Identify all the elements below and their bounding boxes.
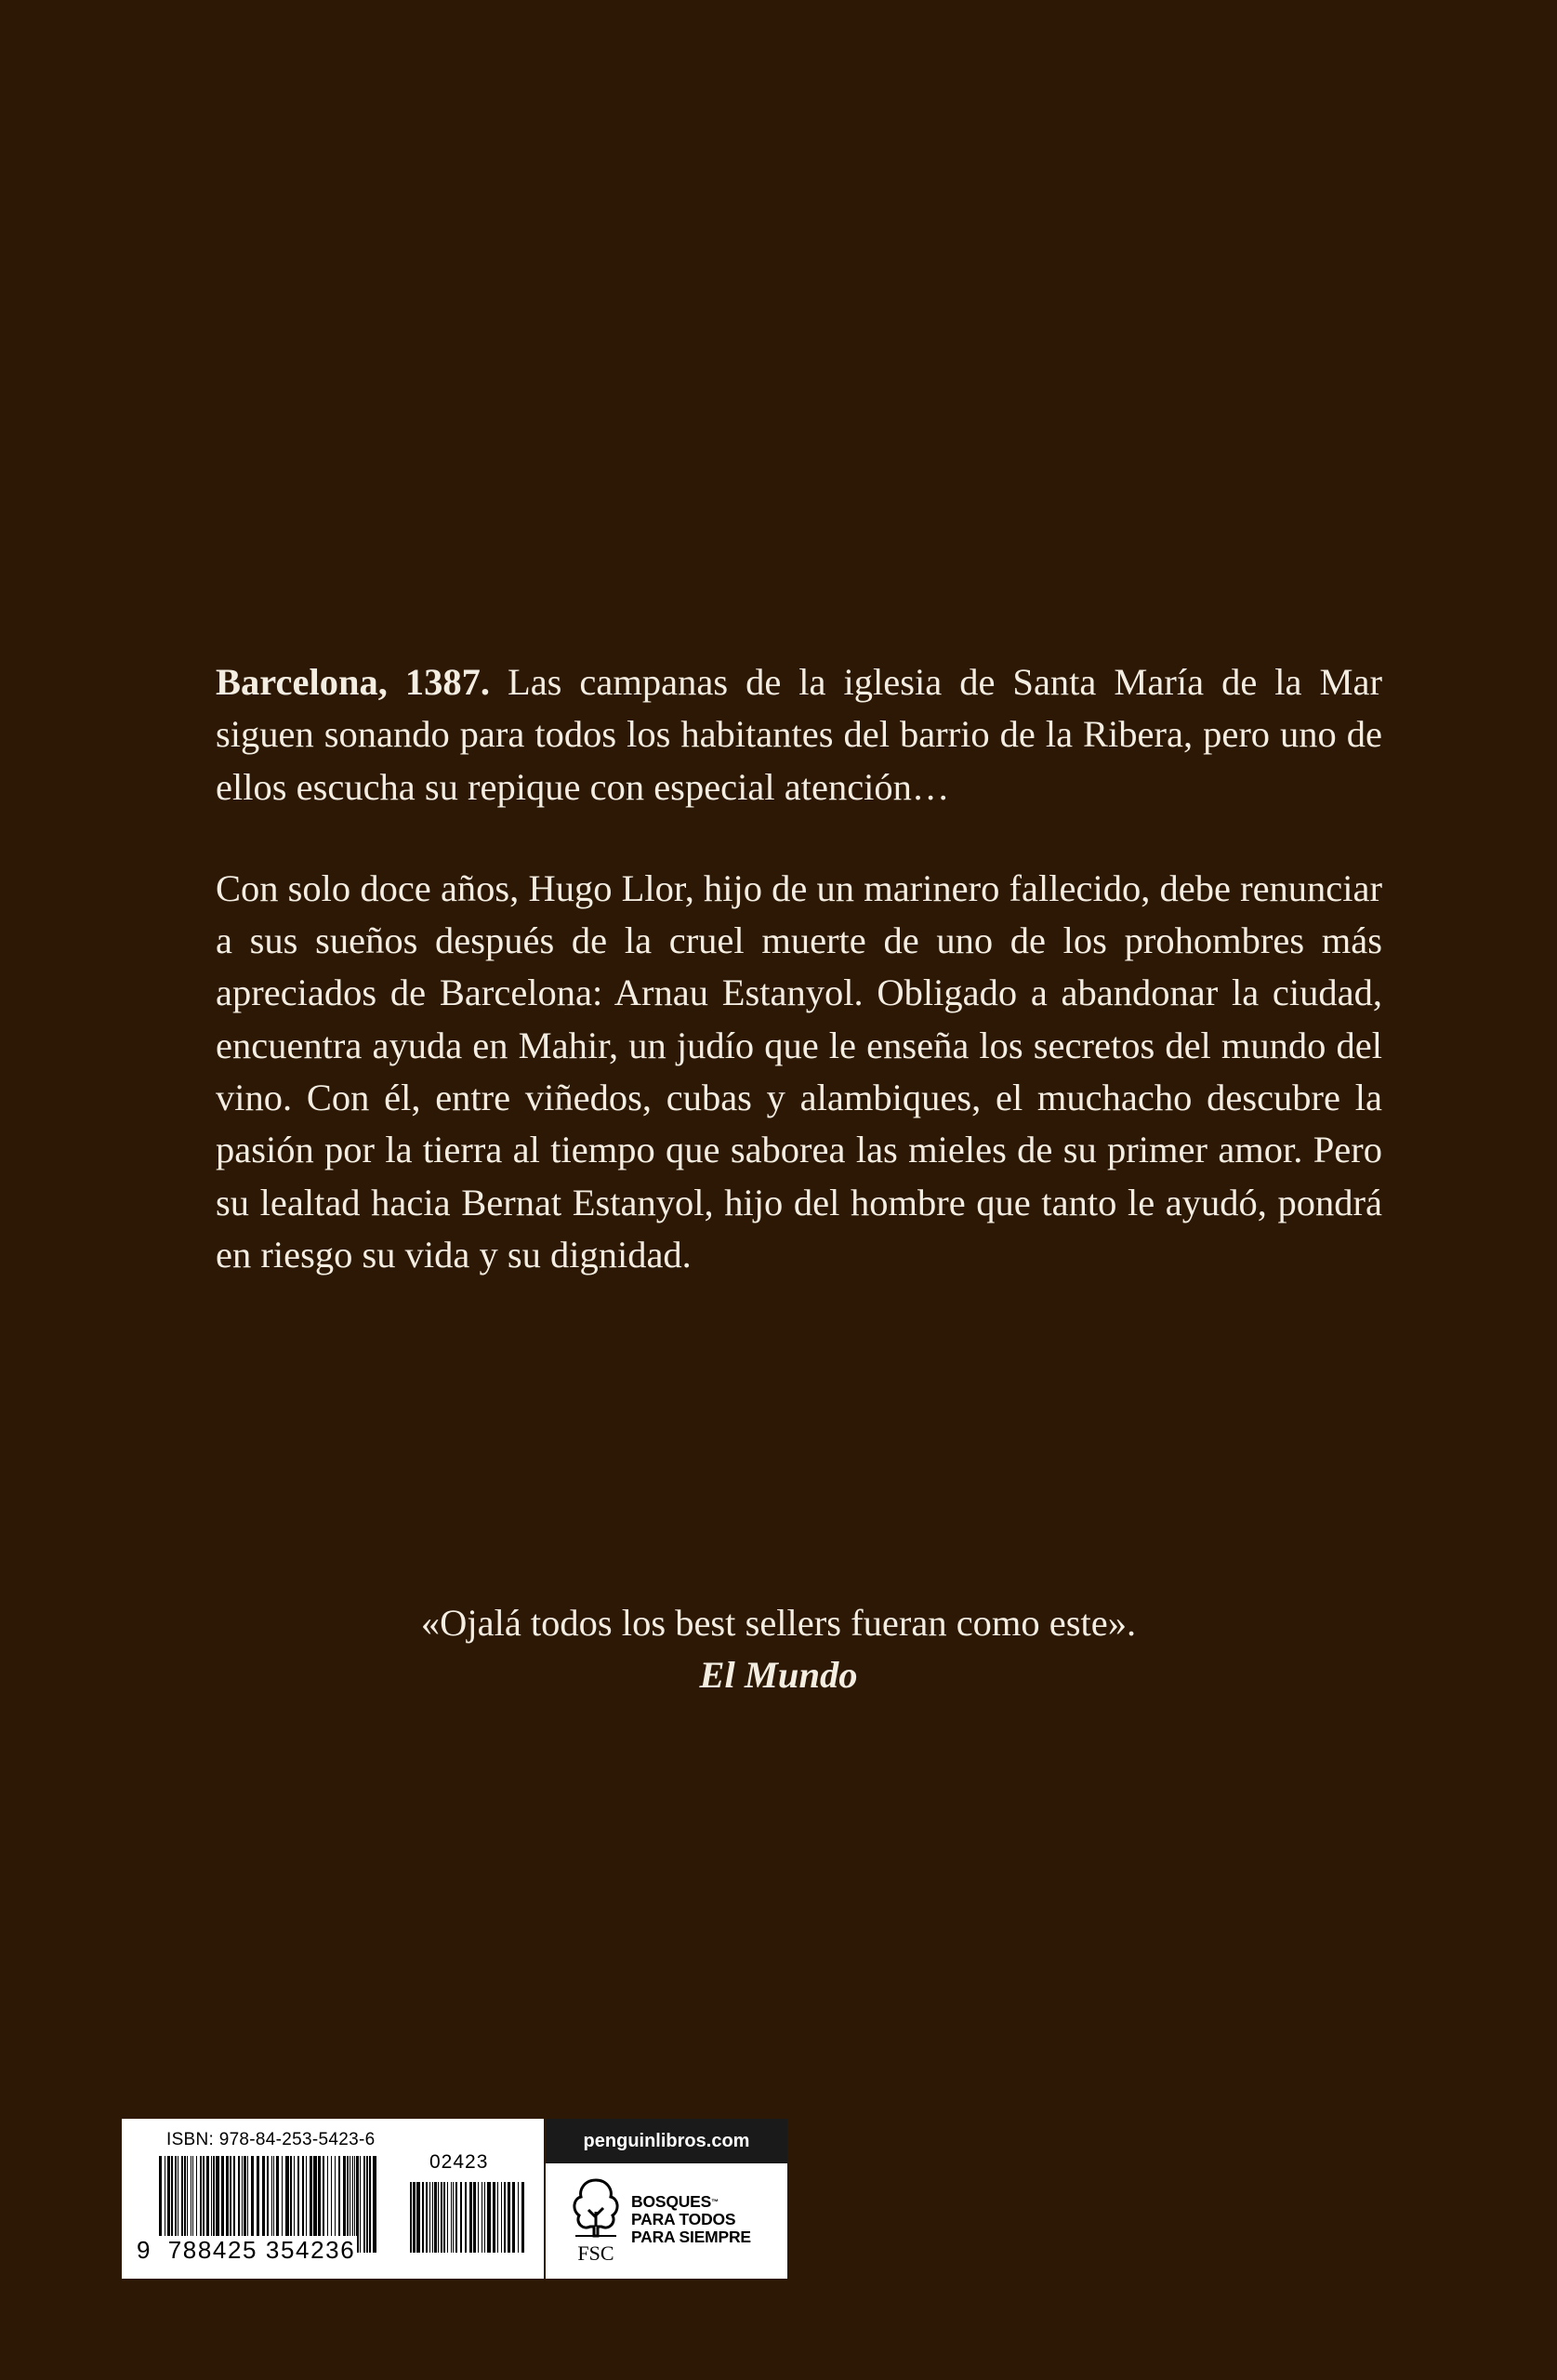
barcode-bar xyxy=(451,2182,452,2253)
barcode-bar xyxy=(434,2182,437,2253)
blurb-intro-text: Las campanas de la iglesia de Santa María de la Mar siguen sonando para todos los habitantes del barrio de la Ribera, pero uno de ellos escucha su repique con especial atención… xyxy=(216,661,1382,808)
fsc-label: FSC xyxy=(577,2241,614,2265)
barcode-bar xyxy=(360,2156,361,2253)
publisher-website: penguinlibros.com xyxy=(546,2119,787,2163)
barcode-bar xyxy=(443,2182,445,2253)
barcode-bar xyxy=(501,2182,502,2253)
barcode-bar xyxy=(512,2182,515,2253)
barcode-bar xyxy=(422,2182,424,2253)
press-quote xyxy=(0,1597,1557,1701)
barcode-bar xyxy=(493,2182,495,2253)
fsc-tree-icon xyxy=(566,2175,626,2268)
barcode-bar xyxy=(441,2182,442,2253)
blurb-paragraph-2: Con solo doce años, Hugo Llor, hijo de un marinero fallecido, debe renunciar a sus sueños después de la cruel muerte de uno de los prohombres más apreciados de Barcelona: Arnau Estanyol. Obligado a abandonar la ciudad, encuentra ayuda en Mahir, un judío que le enseña los secretos del mundo del vino. Con él, entre viñedos, cubas y alambiques, el muchacho descubre la pasión por la tierra al tiempo que saborea las mieles de su primer amor. Pero su lealtad hacia Bernat Estanyol, hijo del hombre que tanto le ayudó, pondrá en riesgo su vida y su dignidad. xyxy=(216,866,1382,1276)
barcode-bar xyxy=(487,2182,491,2253)
barcode-bar xyxy=(455,2182,457,2253)
isbn-label: ISBN: 978-84-253-5423-6 xyxy=(166,2130,376,2149)
fsc-slogan xyxy=(631,2193,751,2246)
barcode-bar xyxy=(447,2182,448,2253)
barcode-bar xyxy=(460,2182,462,2253)
barcode-bar xyxy=(416,2182,420,2253)
barcode-bar xyxy=(469,2182,472,2253)
barcode-bar xyxy=(413,2182,416,2253)
fsc-slogan-line-3: PARA SIEMPRE xyxy=(631,2228,751,2246)
blurb-intro-bold: Barcelona, 1387. xyxy=(216,661,490,703)
barcode-bar xyxy=(410,2182,412,2253)
barcode-bar xyxy=(432,2182,433,2253)
barcode-bar xyxy=(484,2182,485,2253)
barcode-bar xyxy=(518,2182,519,2253)
blurb-paragraph-1 xyxy=(216,656,1382,813)
barcode-bar xyxy=(426,2182,428,2253)
trademark-symbol: ™ xyxy=(711,2198,719,2206)
barcode-bar xyxy=(369,2156,371,2253)
barcode-bar xyxy=(366,2156,368,2253)
fsc-slogan-line-2: PARA TODOS xyxy=(631,2210,736,2228)
fsc-slogan-line-1: BOSQUES xyxy=(631,2192,712,2211)
barcode-bar xyxy=(429,2182,430,2253)
quote-text: «Ojalá todos los best sellers fueran como este». xyxy=(420,1602,1137,1644)
isbn-digits xyxy=(135,2236,357,2265)
addon-barcode-bars xyxy=(410,2182,529,2253)
barcode-bar xyxy=(438,2182,439,2253)
barcode-bar xyxy=(504,2182,506,2253)
isbn-digit-lead: 9 xyxy=(137,2236,152,2264)
isbn-barcode xyxy=(122,2119,544,2279)
quote-source: El Mundo xyxy=(699,1654,858,1696)
barcode-bar xyxy=(453,2182,454,2253)
barcode-bar xyxy=(465,2182,467,2253)
barcode-bar xyxy=(363,2156,365,2253)
barcode-addon-number: 02423 xyxy=(429,2151,489,2173)
isbn-digits-group-2: 354236 xyxy=(265,2236,356,2264)
barcode-bar xyxy=(473,2182,476,2253)
barcode-bar xyxy=(478,2182,479,2253)
barcode-bar xyxy=(497,2182,498,2253)
isbn-digits-group-1: 788425 xyxy=(167,2236,258,2264)
publisher-fsc-block xyxy=(544,2119,787,2279)
back-cover-blurb xyxy=(216,656,1382,1330)
barcode-bar xyxy=(508,2182,510,2253)
barcode-bar xyxy=(373,2156,376,2253)
barcode-bar xyxy=(521,2182,524,2253)
